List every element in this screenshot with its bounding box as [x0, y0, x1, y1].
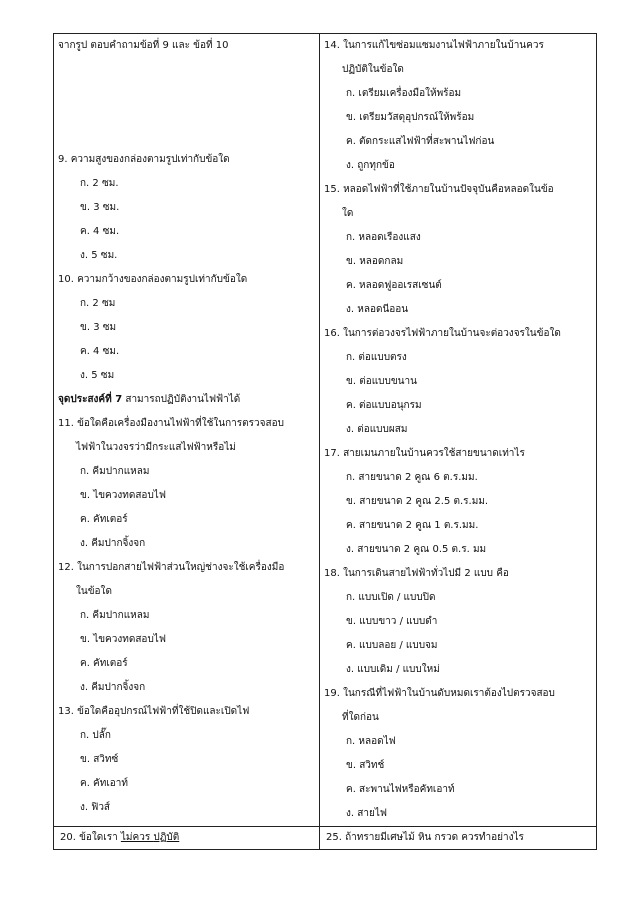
question-14-cont: ปฏิบัติในข้อใด: [342, 64, 404, 75]
question-20-post: ปฏิบัติ: [153, 832, 180, 843]
option: ค. แบบลอย / แบบจม: [346, 640, 438, 651]
question-15-cont: ใด: [342, 208, 354, 219]
question-16: 16. ในการต่อวงจรไฟฟ้าภายในบ้านจะต่อวงจรในข้อใด: [324, 328, 561, 339]
option: ง. ต่อแบบผสม: [346, 424, 408, 435]
option: ก. เตรียมเครื่องมือให้พร้อม: [346, 88, 462, 99]
question-17: 17. สายเมนภายในบ้านควรใช้สายขนาดเท่าไร: [324, 448, 525, 459]
objective-label: จุดประสงค์ที่ 7: [58, 394, 123, 405]
option: ก. ต่อแบบตรง: [346, 352, 407, 363]
option: ก. สายขนาด 2 คูณ 6 ต.ร.มม.: [346, 472, 478, 483]
question-20-cell: [54, 827, 320, 850]
option: ค. คัทเอาท์: [80, 778, 128, 789]
option: ข. เตรียมวัสดุอุปกรณ์ให้พร้อม: [346, 112, 475, 123]
option: ข. 3 ซม.: [80, 202, 120, 213]
option: ค. 4 ซม.: [80, 226, 120, 237]
question-14: 14. ในการแก้ไขซ่อมแซมงานไฟฟ้าภายในบ้านควร: [324, 40, 544, 51]
question-10: 10. ความกว้างของกล่องตามรูปเท่ากับข้อใด: [58, 274, 248, 285]
question-11-cont: ไฟฟ้าในวงจรว่ามีกระแสไฟฟ้าหรือไม่: [76, 442, 236, 453]
option: ก. ปลั๊ก: [80, 730, 111, 741]
option: ก. 2 ซม: [80, 298, 116, 309]
question-12: 12. ในการปอกสายไฟฟ้าส่วนใหญ่ช่างจะใช้เครื่องมือ: [58, 562, 285, 573]
option: ง. คีมปากจิ้งจก: [80, 682, 146, 693]
option: ค. ต่อแบบอนุกรม: [346, 400, 422, 411]
question-20-pre: 20. ข้อใดเรา: [60, 832, 121, 843]
option: ง. คีมปากจิ้งจก: [80, 538, 146, 549]
option: ก. คีมปากแหลม: [80, 466, 150, 477]
question-13: 13. ข้อใดคืออุปกรณ์ไฟฟ้าที่ใช้ปิดและเปิดไฟ: [58, 706, 250, 717]
option: ก. 2 ซม.: [80, 178, 119, 189]
option: ง. แบบเดิม / แบบใหม่: [346, 664, 440, 675]
option: ก. คีมปากแหลม: [80, 610, 150, 621]
option: ข. สายขนาด 2 คูณ 2.5 ต.ร.มม.: [346, 496, 489, 507]
option: ค. 4 ซม.: [80, 346, 120, 357]
option: ค. คัทเตอร์: [80, 658, 128, 669]
option: ค. สะพานไฟหรือคัทเอาท์: [346, 784, 455, 795]
figure-area: [54, 58, 319, 148]
right-column: [320, 34, 597, 827]
option: ง. สายไฟ: [346, 808, 387, 819]
option: ค. คัทเตอร์: [80, 514, 128, 525]
question-11: 11. ข้อใดคือเครื่องมืองานไฟฟ้าที่ใช้ในการตรวจสอบ: [58, 418, 284, 429]
objective-text: สามารถปฏิบัติงานไฟฟ้าได้: [122, 394, 241, 405]
option: ข. ไขควงทดสอบไฟ: [80, 490, 166, 501]
option: ง. สายขนาด 2 คูณ 0.5 ต.ร. มม: [346, 544, 487, 555]
option: ข. ต่อแบบขนาน: [346, 376, 417, 387]
exam-sheet: [53, 33, 594, 850]
question-18: 18. ในการเดินสายไฟฟ้าทั่วไปมี 2 แบบ คือ: [324, 568, 509, 579]
question-row-main: [54, 34, 597, 827]
option: ง. หลอดนีออน: [346, 304, 409, 315]
option: ง. 5 ซม.: [80, 250, 118, 261]
option: ข. 3 ซม: [80, 322, 117, 333]
option: ค. หลอดฟูออเรสเซนต์: [346, 280, 442, 291]
exam-table: [53, 33, 597, 850]
option: ข. สวิทช์: [346, 760, 385, 771]
option: ค. สายขนาด 2 คูณ 1 ต.ร.มม.: [346, 520, 479, 531]
option: ง. ฟิวส์: [80, 802, 111, 813]
figure-instruction: จากรูป ตอบคำถามข้อที่ 9 และ ข้อที่ 10: [58, 40, 229, 51]
option: ค. ตัดกระแสไฟฟ้าที่สะพานไฟก่อน: [346, 136, 495, 147]
question-19-cont: ที่ใดก่อน: [342, 712, 379, 723]
question-row-bottom: [54, 827, 597, 850]
option: ข. สวิทซ์: [80, 754, 119, 765]
question-25-cell: [320, 827, 597, 850]
option: ข. หลอดกลม: [346, 256, 404, 267]
question-15: 15. หลอดไฟฟ้าที่ใช้ภายในบ้านปัจจุบันคือหลอดในข้อ: [324, 184, 554, 195]
question-12-cont: ในข้อใด: [76, 586, 112, 597]
option: ง. 5 ซม: [80, 370, 115, 381]
objective-heading: [54, 388, 319, 412]
question-20-underlined: ไม่ควร: [120, 832, 154, 843]
option: ข. ไขควงทดสอบไฟ: [80, 634, 166, 645]
option: ก. แบบเปิด / แบบปิด: [346, 592, 436, 603]
question-9: 9. ความสูงของกล่องตามรูปเท่ากับข้อใด: [58, 154, 230, 165]
question-20: [54, 829, 319, 847]
option: ก. หลอดเรืองแสง: [346, 232, 421, 243]
question-25: 25. ถ้าทรายมีเศษไม้ หิน กรวด ควรทำอย่างไร: [326, 832, 524, 843]
left-column: [54, 34, 320, 827]
option: ก. หลอดไฟ: [346, 736, 396, 747]
option: ง. ถูกทุกข้อ: [346, 160, 395, 171]
question-19: 19. ในกรณีที่ไฟฟ้าในบ้านดับหมดเราต้องไปตรวจสอบ: [324, 688, 555, 699]
option: ข. แบบขาว / แบบดำ: [346, 616, 438, 627]
